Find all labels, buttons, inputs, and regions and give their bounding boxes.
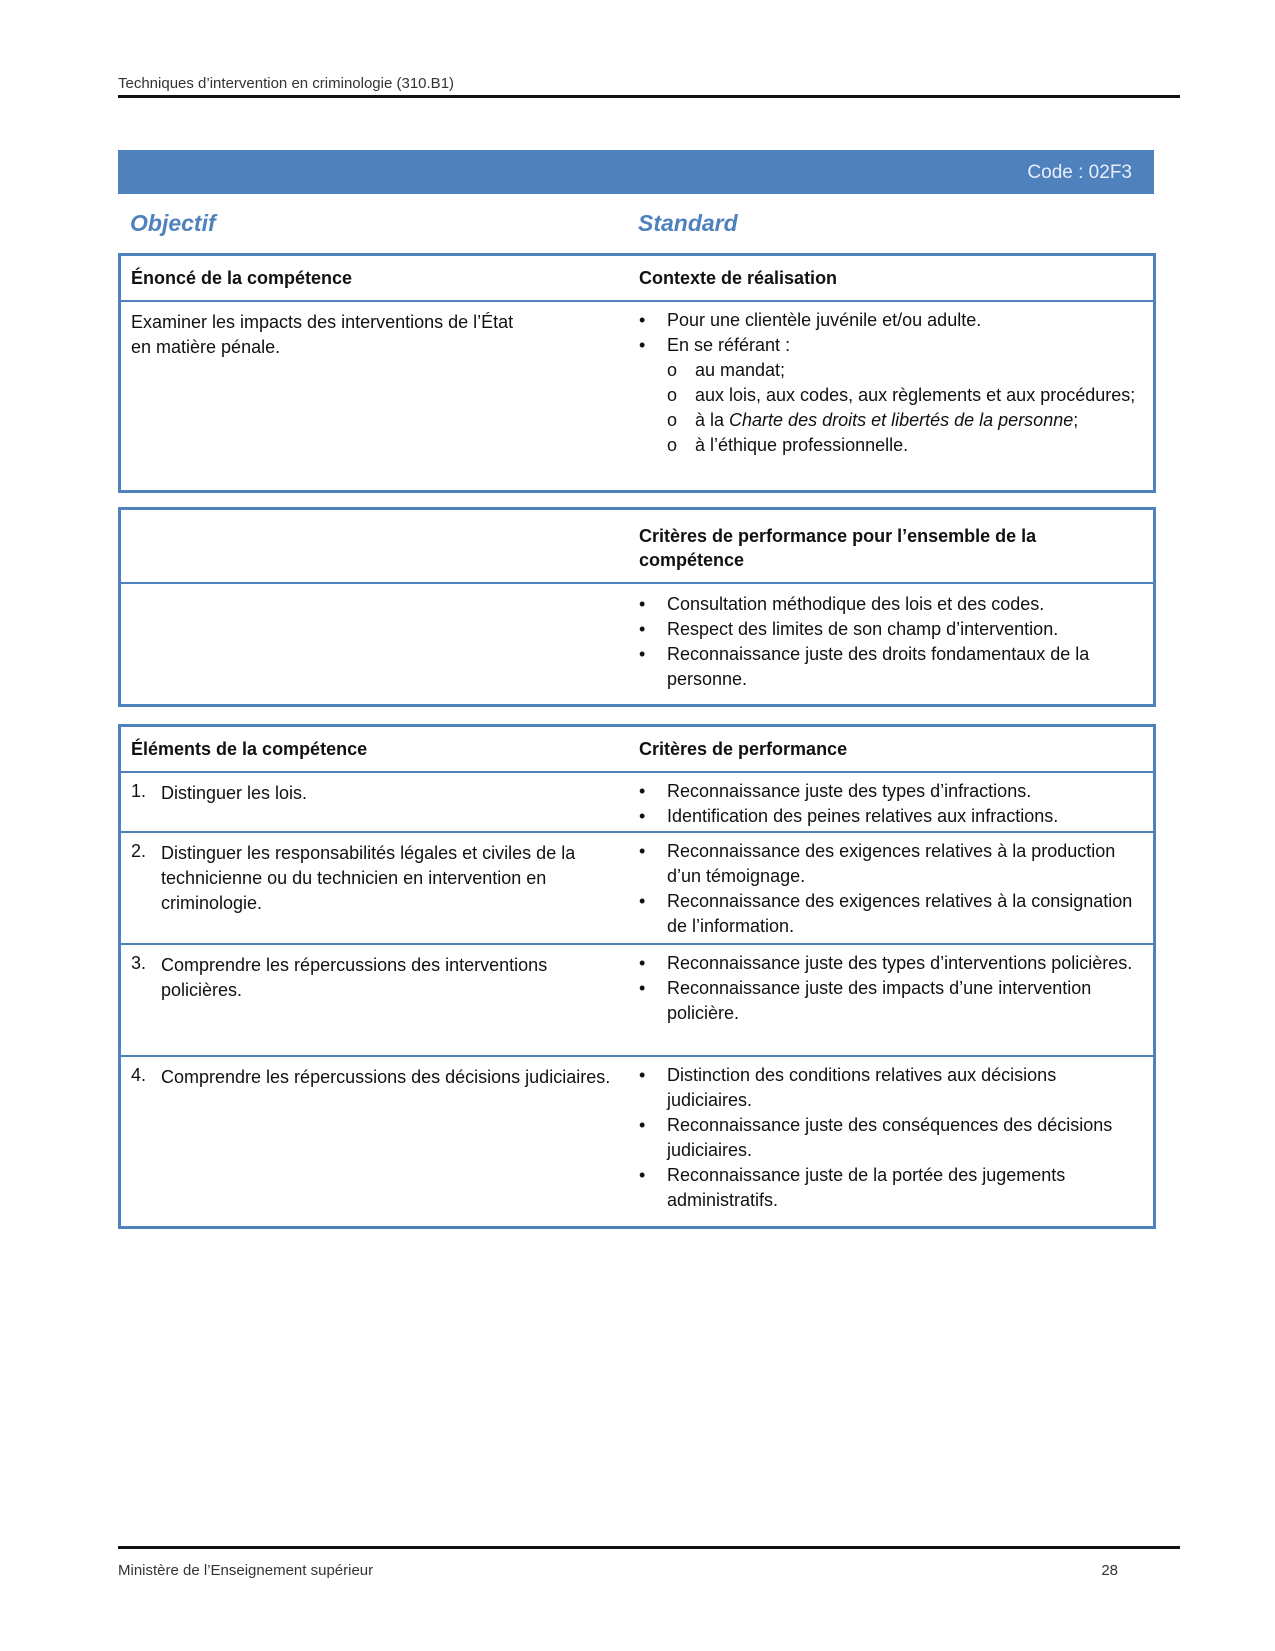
statement-line: en matière pénale.	[131, 337, 281, 357]
page-number: 28	[1101, 1562, 1118, 1579]
contexte-title: Contexte de réalisation	[639, 268, 838, 288]
criteria-item: • Reconnaissance des exigences relatives à la consignation de l’information.	[639, 889, 1139, 939]
enonce-header-row	[121, 256, 1153, 302]
table-row	[121, 773, 1153, 833]
sub-context-item: o au mandat;	[667, 358, 1139, 383]
criteria-item: • Identification des peines relatives aux infractions.	[639, 804, 1139, 829]
enonce-title: Énoncé de la compétence	[131, 268, 353, 288]
element-text: Distinguer les responsabilités légales et civiles de la technicienne ou du technicien en intervention en criminologie.	[161, 843, 576, 913]
criteres-title: Critères de performance	[639, 739, 848, 759]
criteres-ensemble-title: Critères de performance pour l’ensemble de la compétence	[639, 526, 1037, 570]
competency-statement	[131, 310, 601, 360]
sub-context-item	[667, 408, 1139, 433]
element-text: Distinguer les lois.	[161, 783, 308, 803]
footer-rule	[118, 1546, 1180, 1549]
charter-title: Charte des droits et libertés de la personne	[729, 410, 1074, 430]
critere-item: • Consultation méthodique des lois et des codes.	[639, 592, 1139, 617]
element-text: Comprendre les répercussions des décisions judiciaires.	[161, 1067, 611, 1087]
element-number: 4.	[131, 1065, 147, 1085]
context-item: • En se référant :	[639, 333, 1139, 358]
table-header-row	[121, 727, 1153, 773]
table-row	[121, 833, 1153, 945]
header-rule	[118, 95, 1180, 98]
criteria-item: • Reconnaissance juste des types d’interventions policières.	[639, 951, 1139, 976]
criteria-list	[639, 1063, 1139, 1213]
header-title: Techniques d’intervention en criminologie (310.B1)	[118, 75, 455, 92]
criteria-item: • Reconnaissance juste des types d’infractions.	[639, 779, 1139, 804]
element-number: 3.	[131, 953, 147, 973]
context-list	[639, 308, 1139, 458]
criteria-list	[639, 839, 1139, 939]
table-row	[121, 1057, 1153, 1221]
criteres-header-row	[121, 510, 1153, 584]
objectif-heading: Objectif	[130, 210, 216, 236]
element-number: 2.	[131, 841, 147, 861]
criteres-ensemble-list	[639, 592, 1139, 692]
enonce-box	[118, 253, 1156, 493]
charter-suffix: ;	[1073, 410, 1079, 430]
criteria-item: • Reconnaissance juste des conséquences des décisions judiciaires.	[639, 1113, 1139, 1163]
critere-item: • Respect des limites de son champ d’intervention.	[639, 617, 1139, 642]
element-text: Comprendre les répercussions des interventions policières.	[161, 955, 548, 1000]
element-number: 1.	[131, 781, 147, 801]
critere-item: • Reconnaissance juste des droits fondamentaux de la personne.	[639, 642, 1139, 692]
statement-line: Examiner les impacts des interventions de l’État	[131, 312, 514, 332]
competency-code: Code : 02F3	[1027, 162, 1132, 183]
criteria-item: • Reconnaissance des exigences relatives à la production d’un témoignage.	[639, 839, 1139, 889]
sub-context-prefix: à la	[695, 410, 730, 430]
sub-context-item: o à l’éthique professionnelle.	[667, 433, 1139, 458]
context-item: • Pour une clientèle juvénile et/ou adulte.	[639, 308, 1139, 333]
criteria-item: • Distinction des conditions relatives aux décisions judiciaires.	[639, 1063, 1139, 1113]
elements-table	[118, 724, 1156, 1229]
elements-title: Éléments de la compétence	[131, 739, 368, 759]
criteria-item: • Reconnaissance juste des impacts d’une intervention policière.	[639, 976, 1139, 1026]
page-footer	[118, 1562, 1118, 1579]
page-header	[118, 75, 1180, 93]
footer-text: Ministère de l’Enseignement supérieur	[118, 1562, 374, 1579]
code-banner	[118, 150, 1154, 194]
criteres-ensemble-box	[118, 507, 1156, 707]
table-row	[121, 945, 1153, 1057]
criteria-list	[639, 779, 1139, 829]
criteria-item: • Reconnaissance juste de la portée des jugements administratifs.	[639, 1163, 1139, 1213]
standard-heading: Standard	[638, 210, 738, 236]
criteria-list	[639, 951, 1139, 1026]
sub-context-item: o aux lois, aux codes, aux règlements et aux procédures;	[667, 383, 1139, 408]
